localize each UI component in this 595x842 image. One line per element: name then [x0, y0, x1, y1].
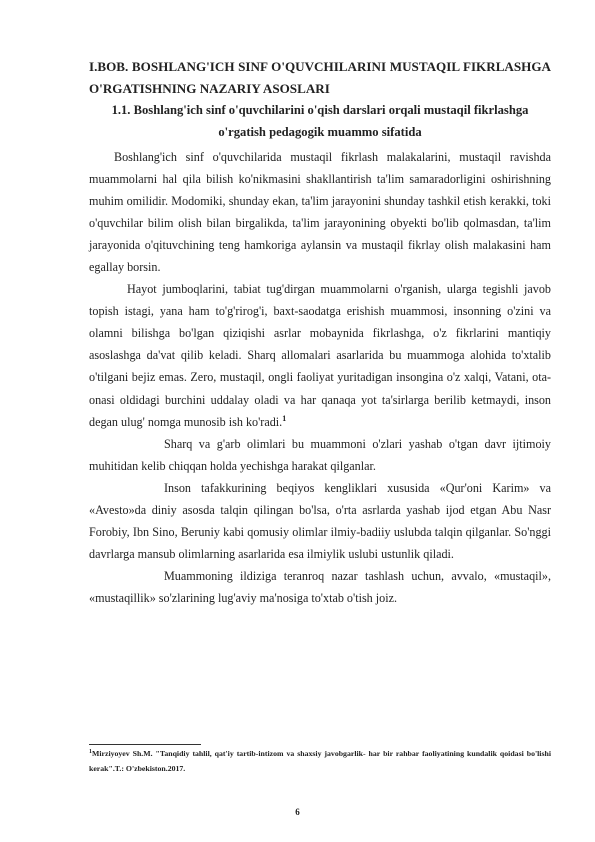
section-title: 1.1. Boshlang'ich sinf o'quvchilarini o'qish darslari orqali mustaqil fikrlashga o'rgatish pedagogik muammo sifatida [111, 103, 529, 139]
paragraph: Boshlang'ich sinf o'quvchilarida mustaqil fikrlash malakalarini, mustaqil ravishda muammolarni hal qila bilish ko'nikmasini shakllantirish ta'lim samaradorligini oshirishning muhim omilidir. Modomiki, shunday ekan, ta'lim jarayonini shunday tashkil etish kerakki, toki o'quvchilar bilim olish bilan birgalikda, ta'lim jarayonining obyekti bo'lib qolmasdan, ta'lim jarayonida o'qituvchining teng hamkoriga aylansin va mustaqil fikrlay olish malakasini ham egallay borsin. [89, 150, 551, 275]
paragraph: Sharq va g'arb olimlari bu muammoni o'zlari yashab o'tgan davr ijtimoiy muhitidan kelib chiqqan holda yechishga harakat qilganlar. [89, 436, 551, 473]
footnote-reference[interactable]: 1 [282, 413, 287, 423]
body-text [89, 146, 551, 609]
paragraph [89, 278, 551, 432]
page-number: 6 [295, 807, 300, 817]
footnote-divider [89, 744, 201, 745]
footnote-text: Mirziyoyev Sh.M. "Tanqidiy tahlil, qat'iy tartib-intizom va shaxsiy javobgarlik- har bir rahbar faoliyatining kundalik qoidasi bo'lishi kerak".T.: O'zbekiston.2017. [89, 749, 551, 773]
footnote-marker: 1 [89, 749, 92, 755]
paragraph-text: Hayot jumboqlarini, tabiat tug'dirgan muammolarni o'rganish, ularga tegishli javob topish istagi, yana ham to'g'rirog'i, baxt-saodatga erishish muammosi, insonning o'zini va olamni bilishga bo'lgan qiziqishi asrlar mobaynida fikrlashga, o'z fikrlarini mantiqiy asoslashga da'vat qilib keladi. Sharq allomalari asarlarida bu muammoga alohida to'xtalib o'tilgani bejiz emas. Zero, mustaqil, ongli faoliyat yuritadigan insongina o'z xalqi, Vatani, ota-onasi oldidagi burchini uddalay oladi va har qanaqa yot ta'sirlarga berilib ketmaydi, inson degan ulug' nomga munosib ish ko'radi. [89, 282, 551, 429]
chapter-title: I.BOB. BOSHLANG'ICH SINF O'QUVCHILARINI MUSTAQIL FIKRLASHGA O'RGATISHNING NAZARIY ASOSLARI [89, 59, 551, 96]
footnote [89, 746, 551, 776]
paragraph: Inson tafakkurining beqiyos kengliklari xususida «Qur'oni Karim» va «Avesto»da diniy asosda talqin qilingan bo'lsa, o'rta asrlarda yashab ijod etgan Abu Nasr Forobiy, Ibn Sino, Beruniy kabi qomusiy olimlar ilmiy-badiiy uslubda talqin qilganlar. So'nggi davrlarga mansub olimlarning asarlarida esa ilmiylik uslubi ustunlik qiladi. [89, 480, 551, 561]
paragraph: Muammoning ildiziga teranroq nazar tashlash uchun, avvalo, «mustaqil», «mustaqillik» so'zlarining lug'aviy ma'nosiga to'xtab o'tish joiz. [89, 568, 551, 605]
